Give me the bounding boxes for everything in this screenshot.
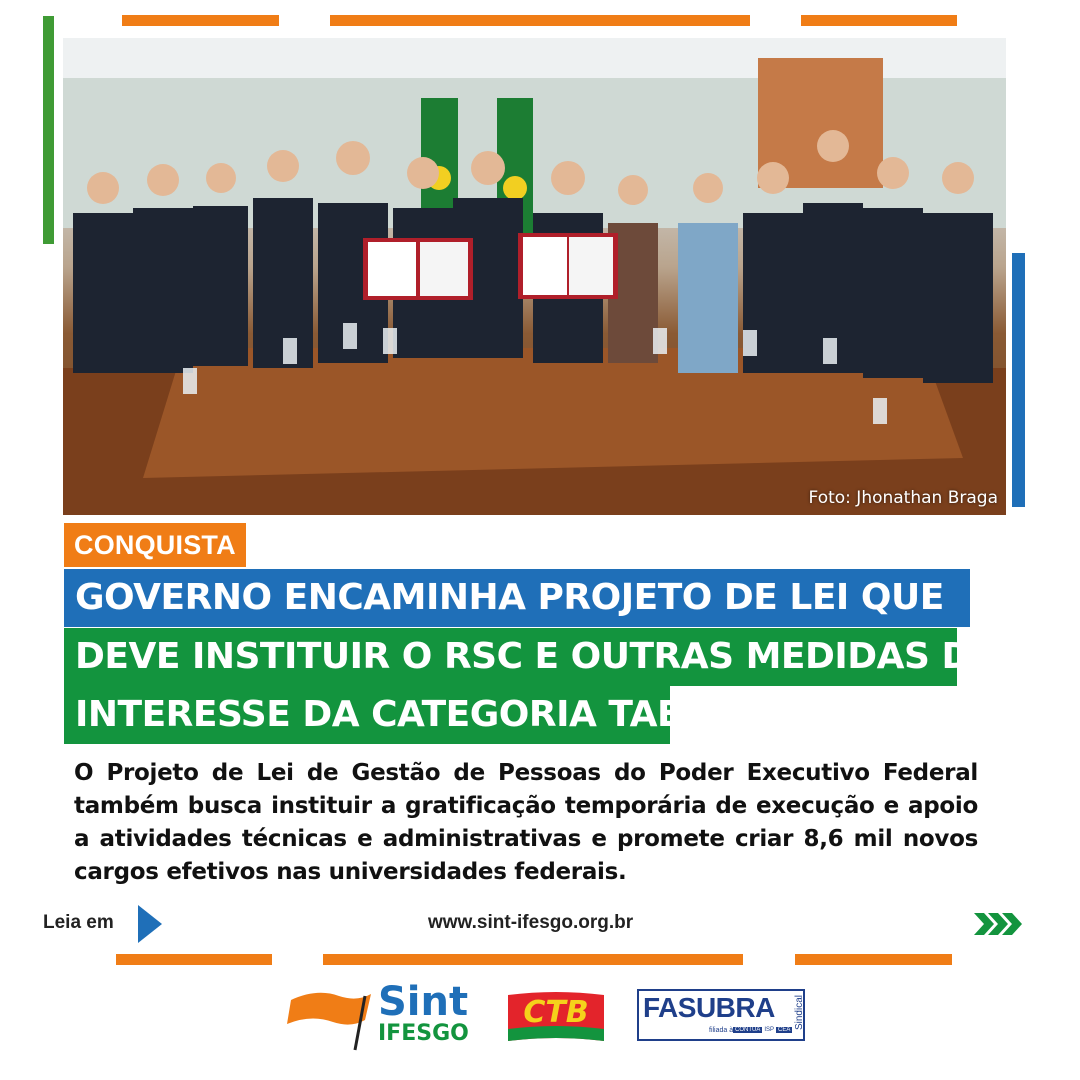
group-photo-illustration xyxy=(63,38,1006,515)
headline-line-3: INTERESSE DA CATEGORIA TAE xyxy=(64,686,670,744)
top-bar-right xyxy=(801,15,957,26)
fasubra-badge: CONTUA xyxy=(735,1027,761,1033)
fasubra-badges xyxy=(733,1027,792,1033)
bottom-bar-left xyxy=(116,954,272,965)
left-accent-bar xyxy=(43,16,54,244)
play-triangle-icon xyxy=(138,905,162,943)
website-link[interactable]: www.sint-ifesgo.org.br xyxy=(428,912,634,933)
fasubra-side-label: Sindical xyxy=(793,994,805,1031)
sint-flag-icon xyxy=(287,986,375,1052)
fasubra-logo-name: FASUBRA xyxy=(643,992,775,1023)
bottom-bar-center xyxy=(323,954,743,965)
photo-credit: Foto: Jhonathan Braga xyxy=(808,488,998,508)
read-more-label: Leia em xyxy=(43,912,114,933)
headline-line-2: DEVE INSTITUIR O RSC E OUTRAS MEDIDAS DE xyxy=(64,628,957,686)
triple-chevron-icon xyxy=(974,913,1024,935)
right-accent-bar xyxy=(1012,253,1025,507)
ctb-logo xyxy=(508,989,604,1045)
fasubra-small-text: filiada à xyxy=(709,1027,734,1034)
ctb-logo-text: CTB xyxy=(523,995,589,1030)
sint-logo-name: Sint xyxy=(378,979,469,1025)
fasubra-logo xyxy=(637,989,805,1041)
headline-line-1: GOVERNO ENCAMINHA PROJETO DE LEI QUE xyxy=(64,569,970,627)
category-tag: CONQUISTA xyxy=(64,523,246,567)
article-summary: O Projeto de Lei de Gestão de Pessoas do Poder Executivo Federal também busca instituir a gratificação temporária de execução e apoio a atividades técnicas e administrativas e promete criar 8,6 mil novos cargos efetivos nas universidades federais. xyxy=(74,760,978,885)
fasubra-badge: ISP xyxy=(764,1027,775,1033)
top-bar-left xyxy=(122,15,279,26)
bottom-bar-right xyxy=(795,954,952,965)
group-photo xyxy=(63,38,1006,515)
fasubra-badge: CEA xyxy=(778,1027,791,1033)
sint-logo xyxy=(378,979,488,1046)
top-bar-center xyxy=(330,15,750,26)
sint-logo-sub: IFESGO xyxy=(378,1021,469,1046)
